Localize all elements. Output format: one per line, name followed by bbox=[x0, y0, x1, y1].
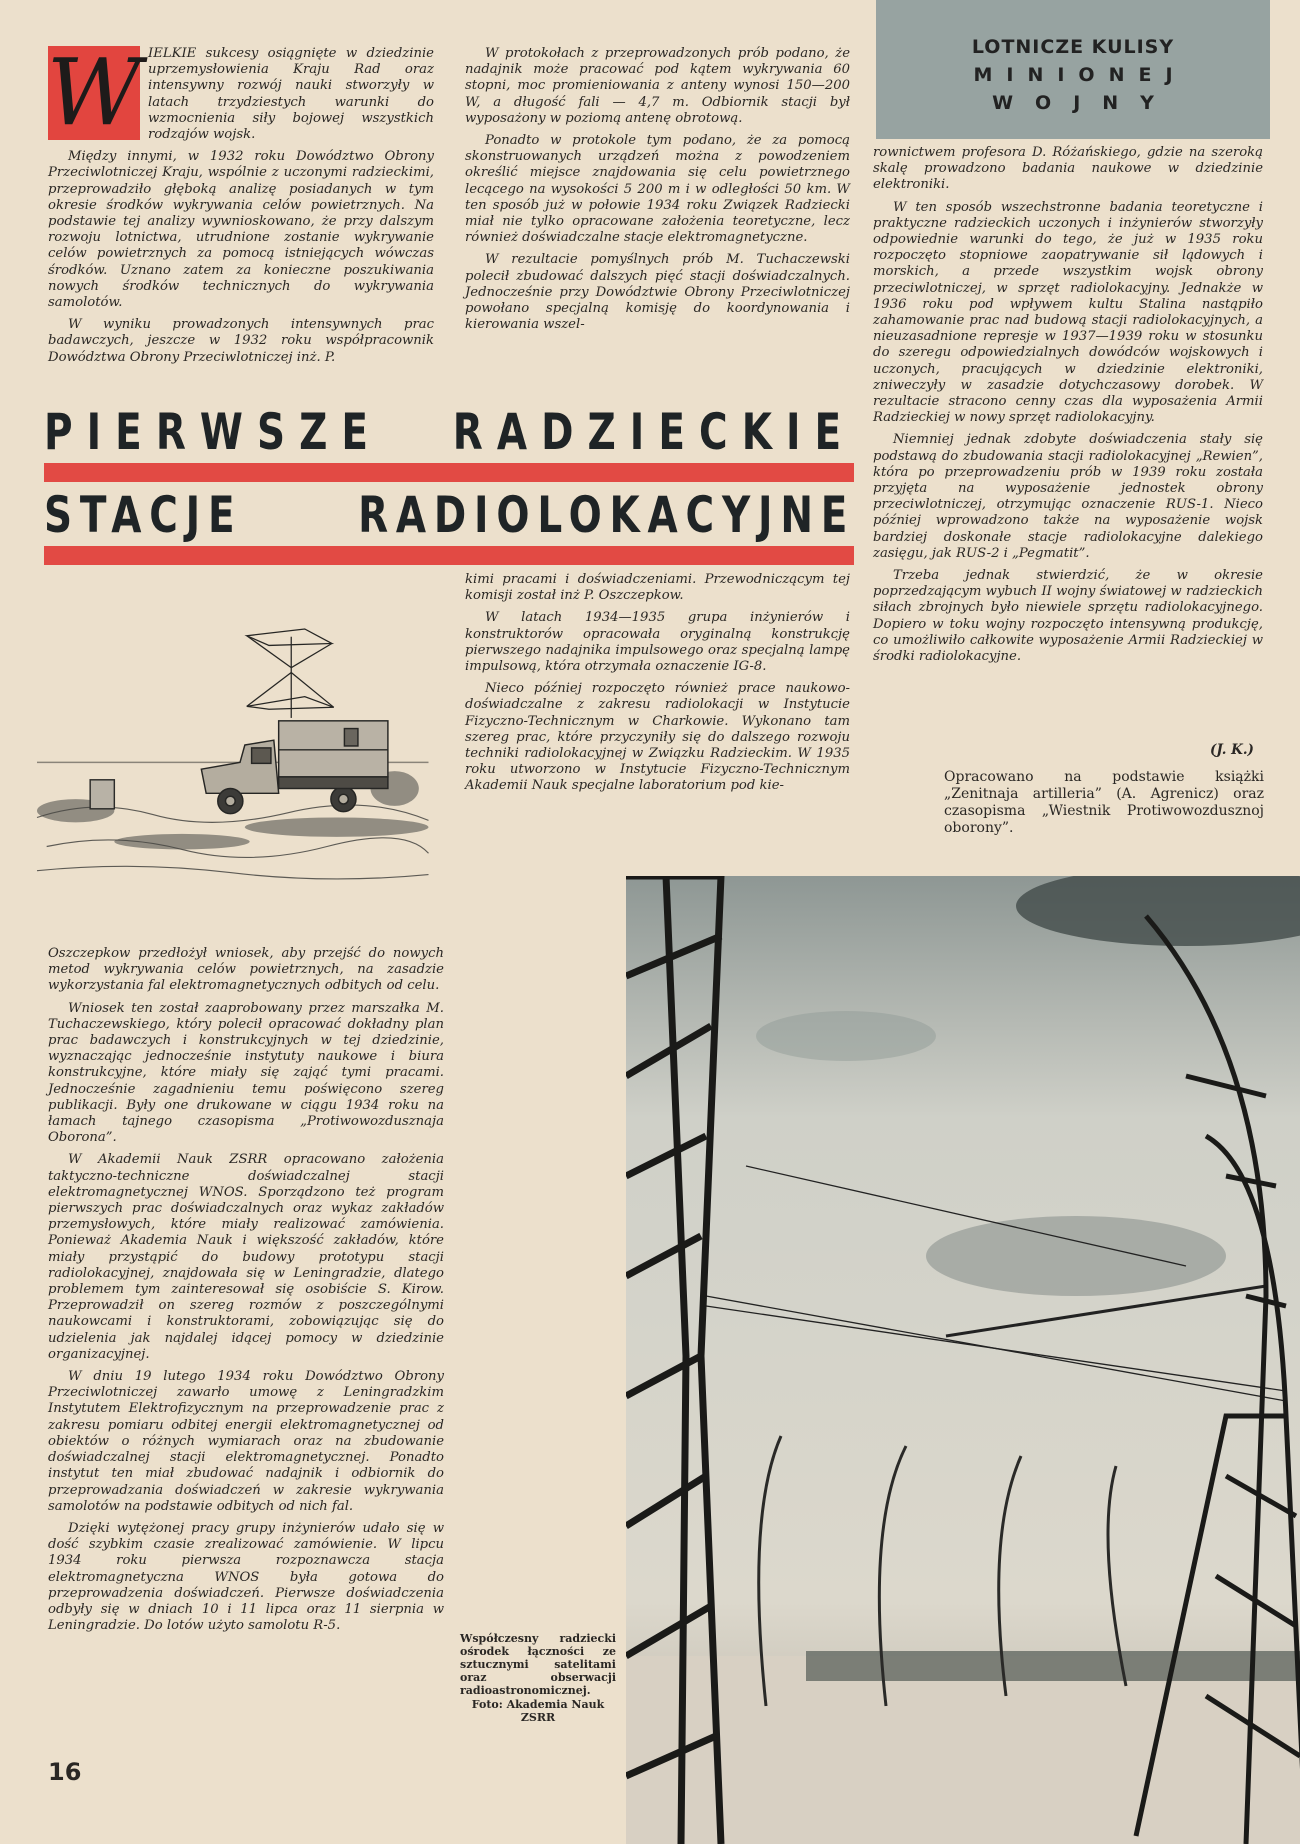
author-signature: (J. K.) bbox=[1210, 742, 1254, 758]
paragraph: Ponadto w protokole tym podano, że za pomocą skonstruowanych urządzeń można z powodzeniem określić miejsce znajdowania się celu powietrznego lecącego na wysokości 5 200 m i w odległości 50 km. W ten sposób już w połowie 1934 roku Związek Radziecki miał nie tylko opracowane założenia teoretyczne, lecz również doświadczalne stacje elektromagnetyczne. bbox=[465, 133, 850, 246]
series-title-line3: WOJNY bbox=[992, 91, 1176, 114]
paragraph: Między innymi, w 1932 roku Dowództwo Obrony Przeciwlotniczej Kraju, wspólnie z uczonymi radzieckimi, przeprowadziło głęboką analizę posiadanych w tym okresie środków wykrywania celów powietrznych. Na podstawie tej analizy wywnioskowano, że przy dalszym rozwoju lotnictwa, utrudnione zostanie wykrywanie celów powietrznych za pomocą istniejących wówczas środków. Uznano zatem za konieczne poszukiwania nowych środków technicznych do wykrywania samolotów. bbox=[48, 149, 434, 311]
headline-word: RADIOLOKACYJNE bbox=[358, 486, 856, 544]
generator-cart-icon bbox=[90, 780, 114, 809]
paragraph: kimi pracami i doświadczeniami. Przewodniczącym tej komisji został inż P. Oszczepkow. bbox=[465, 572, 850, 604]
headline-word: STACJE bbox=[44, 486, 243, 544]
antenna-field-photo bbox=[626, 876, 1300, 1844]
article-column-right bbox=[873, 145, 1263, 671]
paragraph: Nieco później rozpoczęto również prace naukowo-doświadczalne z zakresu radiolokacji w Instytucie Fizyczno-Technicznym w Charkowie. Wykonano tam szereg prac, które przyczyniły się do dalszego rozwoju techniki radiolokacyjnej w Związku Radzieckim. W 1935 roku utworzono w Instytucie Fizyczno-Technicznym Akademii Nauk specjalne laboratorium pod kie- bbox=[465, 681, 850, 794]
article-column-left-bottom bbox=[48, 946, 444, 1640]
headline-line-2 bbox=[44, 488, 855, 542]
paragraph: W Akademii Nauk ZSRR opracowano założenia taktyczno-techniczne doświadczalnej stacji elektromagnetycznej WNOS. Sporządzono też program pierwszych prac doświadczalnych oraz wykaz zakładów przemysłowych, które miały realizować zamówienia. Ponieważ Akademia Nauk i większość zakładów, które miały przystąpić do budowy prototypu stacji radiolokacyjnej, znajdowała się w Leningradzie, dlatego problemem tym zainteresował się osobiście S. Kirow. Przeprowadził on szereg rozmów z poszczególnymi naukowcami i konstruktorami, zobowiązując się do udzielenia jak najdalej idącej pomocy w dziedzinie organizacyjnej. bbox=[48, 1152, 444, 1362]
paragraph: Wniosek ten został zaaprobowany przez marszałka M. Tuchaczewskiego, który polecił opracować dokładny plan prac badawczych i konstrukcyjnych w tej dziedzinie, wyznaczając jednocześnie instytuty naukowe i biura konstrukcyjne, które miały się zająć tymi pracami. Jednocześnie zagadnieniu temu poświęcono szereg publikacji. Były one drukowane w ciągu 1934 roku na łamach tajnego czasopisma „Protiwowozdusznaja Oborona”. bbox=[48, 1000, 444, 1146]
source-note: Opracowano na podstawie książki „Zenitnaja artilleria” (A. Agrenicz) oraz czasopisma „Wiestnik Protiwowozdusznoj oborony”. bbox=[944, 769, 1264, 836]
page-number: 16 bbox=[48, 1758, 82, 1786]
series-title-line2: MINIONEJ bbox=[973, 63, 1187, 86]
series-header-box bbox=[876, 0, 1270, 139]
article-headline bbox=[44, 405, 854, 571]
paragraph: W protokołach z przeprowadzonych prób podano, że nadajnik może pracować pod kątem wykrywania 60 stopni, moc promieniowania z anteny wynosi 150—200 W, a długość fali — 4,7 m. Odbiornik stacji był wyposażony w poziomą antenę obrotową. bbox=[465, 46, 850, 126]
paragraph: Trzeba jednak stwierdzić, że w okresie poprzedzającym wybuch II wojny światowej w radzieckich siłach zbrojnych było niewiele sprzętu radiolokacyjnego. Dopiero w toku wojny rozpoczęto intensywną produkcję, co umożliwiło całkowite wyposażenie Armii Radzieckiej w środki radiolokacyjne. bbox=[873, 568, 1263, 665]
paragraph: W latach 1934—1935 grupa inżynierów i konstruktorów opracowała oryginalną konstrukcję pierwszego nadajnika impulsowego oraz specjalną lampę impulsową, która otrzymała oznaczenie IG-8. bbox=[465, 610, 850, 675]
photo-caption-text: Współczesny radziecki ośrodek łączności ze sztucznymi satelitami oraz obserwacji radioastronomicznej. bbox=[460, 1632, 616, 1697]
headline-word: PIERWSZE bbox=[44, 403, 383, 461]
headline-word: RADZIECKIE bbox=[452, 403, 856, 461]
paragraph: W rezultacie pomyślnych prób M. Tuchaczewski polecił zbudować dalszych pięć stacji doświadczalnych. Jednocześnie przy Dowództwie Obrony Przeciwlotniczej powołano specjalną komisję do koordynowania i kierowania wszel- bbox=[465, 252, 850, 333]
article-column-left-top bbox=[46, 39, 434, 372]
paragraph: Niemniej jednak zdobyte doświadczenia stały się podstawą do zbudowania stacji radiolokacyjnej „Rewien”, która po przeprowadzeniu prób w 1939 roku została przyjęta na wyposażenie jednostek obrony przeciwlotniczej, otrzymując oznaczenie RUS-1. Nieco później wprowadzono także na wyposażenie wojsk bardziej doskonałe stacje radiolokacyjne dalekiego zasięgu, jak RUS-2 i „Pegmatit”. bbox=[873, 432, 1263, 561]
article-column-middle-bottom bbox=[465, 572, 850, 801]
paragraph: Oszczepkow przedłożył wniosek, aby przejść do nowych metod wykrywania celów powietrznych, na zasadzie wykorzystania fal elektromagnetycznych odbitych od celu. bbox=[48, 946, 444, 994]
series-title-line1: LOTNICZE KULISY bbox=[971, 35, 1175, 58]
headline-red-bar bbox=[44, 546, 854, 565]
article-column-middle-top bbox=[465, 46, 850, 339]
paragraph-text: IELKIE sukcesy osiągnięte w dziedzinie uprzemysłowienia Kraju Rad oraz intensywny rozwój nauki stworzyły w latach trzydziestych warunki do wzmocnienia siły bojowej wszystkich rodzajów wojsk. bbox=[148, 46, 434, 143]
drop-cap: W bbox=[46, 39, 142, 146]
headline-red-bar bbox=[44, 463, 854, 482]
paragraph: W ten sposób wszechstronne badania teoretyczne i praktyczne radzieckich uczonych i inżynierów stworzyły odpowiednie warunki do tego, że już w 1935 roku rozpoczęto stopniowe zaopatrywanie sił lądowych i morskich, a przede wszystkim wojsk obrony przeciwlotniczej, w sprzęt radiolokacyjny. Jednakże w 1936 roku pod wpływem kultu Stalina nastąpiło zahamowanie prac nad budową stacji radiolokacyjnych, a nieuzasadnione represje w 1937—1939 roku w stosunku do szeregu odpowiedzialnych dowódców wojskowych i uczonych, pracujących w dziedzinie elektroniki, zniweczyły w zasadzie dotychczasowy dorobek. W rezultacie stracono cenny czas dla wyposażenia Armii Radzieckiej w nowy sprzęt radiolokacyjny. bbox=[873, 199, 1263, 426]
intro-paragraph bbox=[46, 39, 434, 146]
photo-credit: Foto: Akademia Nauk ZSRR bbox=[471, 1698, 605, 1724]
paragraph: rownictwem profesora D. Różańskiego, gdzie na szeroką skalę prowadzono badania naukowe w dziedzinie elektroniki. bbox=[873, 145, 1263, 193]
headline-line-1 bbox=[44, 405, 855, 459]
paragraph: W dniu 19 lutego 1934 roku Dowództwo Obrony Przeciwlotniczej zawarło umowę z Leningradzkim Instytutem Elektrofizycznym na przeprowadzenie prac z zakresu pomiaru odbitej energii elektromagnetycznej od obiektów o różnych wymiarach oraz na zbudowanie doświadczalnej stacji elektromagnetycznej. Ponadto instytut ten miał zbudować nadajnik i odbiornik do przeprowadzania doświadczeń w zakresie wykrywania samolotów na podstawie odbitych od nich fal. bbox=[48, 1369, 444, 1514]
photo-caption bbox=[460, 1632, 616, 1724]
paragraph: W wyniku prowadzonych intensywnych prac badawczych, jeszcze w 1932 roku współpracownik Dowództwa Obrony Przeciwlotniczej inż. P. bbox=[48, 317, 434, 365]
paragraph: Dzięki wytężonej pracy grupy inżynierów udało się w dość szybkim czasie zrealizować zamówienie. W lipcu 1934 roku pierwsza rozpoznawcza stacja elektromagnetyczna WNOS była gotowa do przeprowadzenia doświadczeń. Pierwsze doświadczenia odbyły się w dniach 10 i 11 lipca oraz 11 sierpnia w Leningradzie. Do lotów użyto samolotu R-5. bbox=[48, 1520, 444, 1634]
radar-truck-illustration bbox=[30, 600, 450, 890]
